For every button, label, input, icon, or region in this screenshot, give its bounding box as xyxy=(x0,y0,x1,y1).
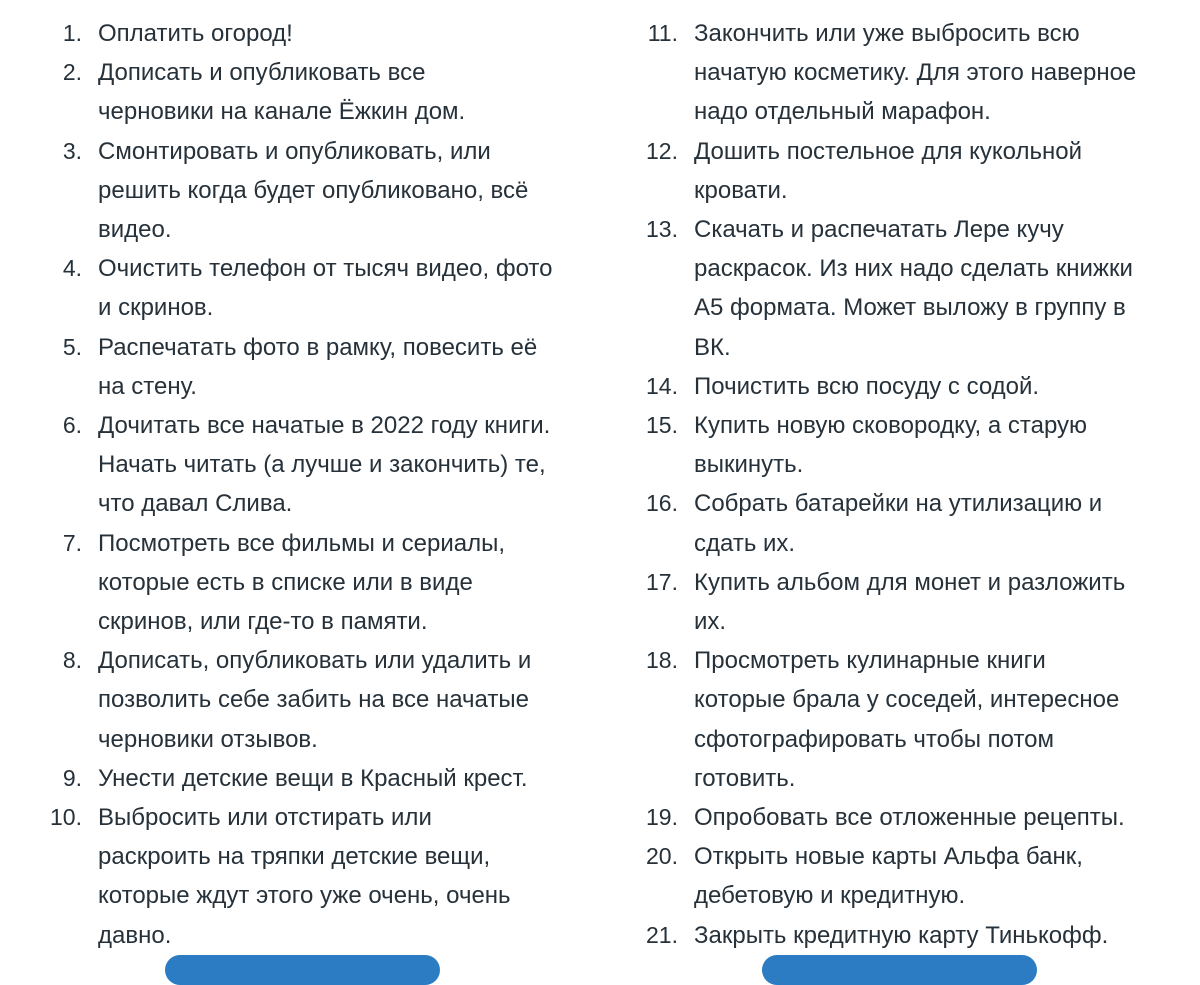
list-item xyxy=(636,798,1176,837)
item-number: 18. xyxy=(646,647,678,674)
item-text: Посмотреть все фильмы и сериалы, которые есть в списке или в виде скринов, или где-то в памяти. xyxy=(98,529,505,636)
item-number: 13. xyxy=(646,216,678,243)
item-text: Открыть новые карты Альфа банк, дебетовую и кредитную. xyxy=(694,843,1083,910)
item-text: Очистить телефон от тысяч видео, фото и скринов. xyxy=(98,255,553,322)
todo-list-right xyxy=(636,14,1176,955)
list-item xyxy=(40,14,580,53)
item-number: 1. xyxy=(62,20,82,46)
list-item xyxy=(636,367,1176,406)
item-text: Смонтировать и опубликовать, или решить когда будет опубликовано, всё видео. xyxy=(98,137,529,244)
item-text: Выбросить или отстирать или раскроить на тряпки детские вещи, которые ждут этого уже очень, очень давно. xyxy=(98,804,511,949)
item-number: 16. xyxy=(646,490,678,517)
item-number: 8. xyxy=(62,647,82,674)
item-text: Закончить или уже выбросить всю начатую косметику. Для этого наверное надо отдельный марафон. xyxy=(694,20,1137,126)
item-text: Опробовать все отложенные рецепты. xyxy=(694,804,1125,832)
item-number: 4. xyxy=(62,255,82,282)
item-number: 6. xyxy=(62,412,82,439)
item-text: Дочитать все начатые в 2022 году книги. Начать читать (а лучше и закончить) те, что давал Слива. xyxy=(98,412,551,518)
list-item xyxy=(636,484,1176,562)
list-item xyxy=(40,132,580,250)
item-text: Дошить постельное для кукольной кровати. xyxy=(694,137,1082,204)
item-text: Дописать и опубликовать все черновики на канале Ёжкин дом. xyxy=(98,59,466,126)
item-text: Купить альбом для монет и разложить их. xyxy=(694,568,1126,636)
item-text: Купить новую сковородку, а старую выкинуть. xyxy=(694,412,1088,479)
list-item xyxy=(40,328,580,406)
item-text: Унести детские вещи в Красный крест. xyxy=(98,764,528,792)
list-item xyxy=(636,132,1176,210)
item-number: 10. xyxy=(50,804,82,831)
item-text: Скачать и распечатать Лере кучу раскрасок. Из них надо сделать книжки А5 формата. Может выложу в группу в ВК. xyxy=(694,216,1133,361)
item-number: 20. xyxy=(646,843,678,870)
list-item xyxy=(636,210,1176,367)
item-number: 7. xyxy=(62,529,82,556)
item-number: 2. xyxy=(62,59,82,86)
item-text: Почистить всю посуду с содой. xyxy=(694,372,1040,400)
list-item xyxy=(636,563,1176,641)
item-text: Распечатать фото в рамку, повесить её на стену. xyxy=(98,333,538,400)
item-number: 11. xyxy=(647,20,678,46)
item-text: Закрыть кредитную карту Тинькофф. xyxy=(694,921,1109,949)
list-item xyxy=(40,524,580,642)
list-item xyxy=(636,641,1176,798)
list-item xyxy=(40,53,580,131)
list-item xyxy=(40,759,580,798)
list-item xyxy=(40,798,580,955)
item-text: Просмотреть кулинарные книги которые брала у соседей, интересное сфотографировать чтобы потом готовить. xyxy=(694,647,1120,792)
item-text: Дописать, опубликовать или удалить и позволить себе забить на все начатые черновики отзывов. xyxy=(98,647,532,753)
item-number: 19. xyxy=(646,804,678,831)
item-number: 5. xyxy=(62,333,82,360)
list-item xyxy=(636,14,1176,132)
list-item xyxy=(40,641,580,759)
item-number: 15. xyxy=(646,412,678,439)
list-item xyxy=(636,837,1176,915)
list-item xyxy=(40,406,580,524)
item-number: 14. xyxy=(646,372,678,399)
item-number: 9. xyxy=(62,764,82,791)
item-text: Собрать батарейки на утилизацию и сдать их. xyxy=(694,490,1103,557)
item-text: Оплатить огород! xyxy=(98,20,293,47)
item-number: 12. xyxy=(646,137,678,164)
item-number: 3. xyxy=(62,137,82,164)
list-item xyxy=(40,249,580,327)
list-item xyxy=(636,916,1176,955)
item-number: 21. xyxy=(646,921,678,948)
todo-list-left xyxy=(40,14,580,955)
list-item xyxy=(636,406,1176,484)
item-number: 17. xyxy=(646,568,678,595)
